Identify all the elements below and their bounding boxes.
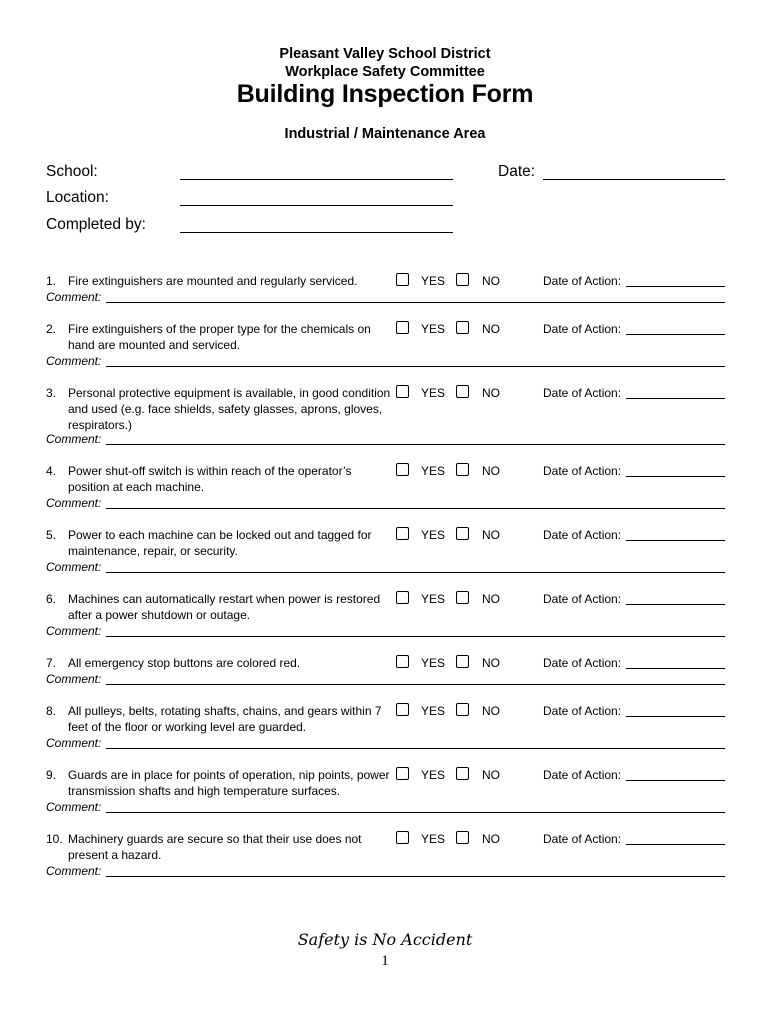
date-of-action-field[interactable] (626, 604, 725, 605)
date-of-action-field[interactable] (626, 398, 725, 399)
comment-field[interactable] (106, 684, 725, 685)
date-of-action-field[interactable] (626, 334, 725, 335)
item-text: All pulleys, belts, rotating shafts, chains, and gears within 7 feet of the floor or working level are guarded. (68, 704, 382, 734)
date-of-action-field[interactable] (626, 286, 725, 287)
comment-label: Comment: (46, 496, 102, 510)
item-number: 6. (46, 592, 57, 606)
item-number: 7. (46, 656, 57, 670)
item-number: 1. (46, 274, 57, 288)
date-of-action-field[interactable] (626, 540, 725, 541)
footer-motto: Safety is No Accident (297, 930, 473, 949)
page-number: 1 (381, 953, 389, 969)
yes-checkbox[interactable] (396, 273, 409, 286)
comment-field[interactable] (106, 876, 725, 877)
comment-label: Comment: (46, 624, 102, 638)
comment-field[interactable] (106, 444, 725, 445)
date-of-action-field[interactable] (626, 668, 725, 669)
comment-field[interactable] (106, 366, 725, 367)
date-label: Date: (498, 163, 536, 180)
item-text: All emergency stop buttons are colored red. (68, 656, 301, 670)
yes-checkbox[interactable] (396, 831, 409, 844)
comment-label: Comment: (46, 432, 102, 446)
date-of-action-field[interactable] (626, 780, 725, 781)
yes-label: YES (421, 386, 446, 400)
comment-label: Comment: (46, 354, 102, 368)
date-of-action-field[interactable] (626, 844, 725, 845)
location-label: Location: (46, 189, 109, 206)
school-label: School: (46, 163, 98, 180)
no-checkbox[interactable] (456, 463, 469, 476)
yes-label: YES (421, 322, 446, 336)
comment-field[interactable] (106, 572, 725, 573)
school-field[interactable] (180, 179, 453, 180)
comment-label: Comment: (46, 864, 102, 878)
comment-label: Comment: (46, 560, 102, 574)
yes-label: YES (421, 528, 446, 542)
date-of-action-label: Date of Action: (543, 704, 622, 718)
no-label: NO (482, 832, 500, 846)
comment-label: Comment: (46, 736, 102, 750)
yes-label: YES (421, 704, 446, 718)
item-text: Power shut-off switch is within reach of the operator’s position at each machine. (68, 464, 352, 494)
yes-checkbox[interactable] (396, 463, 409, 476)
item-number: 5. (46, 528, 57, 542)
no-checkbox[interactable] (456, 831, 469, 844)
yes-checkbox[interactable] (396, 767, 409, 780)
form-area: Industrial / Maintenance Area (284, 126, 486, 142)
no-label: NO (482, 592, 500, 606)
no-label: NO (482, 464, 500, 478)
date-of-action-field[interactable] (626, 716, 725, 717)
comment-label: Comment: (46, 672, 102, 686)
comment-field[interactable] (106, 748, 725, 749)
item-text: Power to each machine can be locked out and tagged for maintenance, repair, or security. (68, 528, 372, 558)
item-number: 4. (46, 464, 57, 478)
date-of-action-field[interactable] (626, 476, 725, 477)
date-of-action-label: Date of Action: (543, 386, 622, 400)
district-name: Pleasant Valley School District (279, 46, 491, 62)
no-checkbox[interactable] (456, 591, 469, 604)
form-title: Building Inspection Form (236, 80, 534, 108)
no-label: NO (482, 704, 500, 718)
item-number: 3. (46, 386, 57, 400)
comment-field[interactable] (106, 812, 725, 813)
no-label: NO (482, 322, 500, 336)
yes-checkbox[interactable] (396, 703, 409, 716)
no-label: NO (482, 768, 500, 782)
no-checkbox[interactable] (456, 527, 469, 540)
date-of-action-label: Date of Action: (543, 464, 622, 478)
yes-checkbox[interactable] (396, 527, 409, 540)
no-checkbox[interactable] (456, 703, 469, 716)
no-checkbox[interactable] (456, 385, 469, 398)
date-of-action-label: Date of Action: (543, 274, 622, 288)
yes-label: YES (421, 592, 446, 606)
committee-name: Workplace Safety Committee (285, 64, 485, 80)
item-number: 9. (46, 768, 57, 782)
item-text: Machinery guards are secure so that their use does not present a hazard. (68, 832, 362, 862)
yes-label: YES (421, 274, 446, 288)
item-number: 10. (46, 832, 63, 846)
yes-checkbox[interactable] (396, 591, 409, 604)
yes-checkbox[interactable] (396, 385, 409, 398)
comment-field[interactable] (106, 636, 725, 637)
comment-label: Comment: (46, 290, 102, 304)
comment-field[interactable] (106, 302, 725, 303)
yes-label: YES (421, 464, 446, 478)
item-text: Fire extinguishers are mounted and regularly serviced. (68, 274, 358, 288)
item-text: Guards are in place for points of operation, nip points, power transmission shafts and high temperature surfaces. (68, 768, 390, 798)
no-label: NO (482, 386, 500, 400)
no-label: NO (482, 656, 500, 670)
date-of-action-label: Date of Action: (543, 322, 622, 336)
yes-checkbox[interactable] (396, 321, 409, 334)
date-of-action-label: Date of Action: (543, 528, 622, 542)
item-number: 2. (46, 322, 57, 336)
completed-by-field[interactable] (180, 232, 453, 233)
completed-by-label: Completed by: (46, 216, 146, 233)
yes-label: YES (421, 656, 446, 670)
comment-field[interactable] (106, 508, 725, 509)
item-number: 8. (46, 704, 57, 718)
item-text: Personal protective equipment is available, in good condition and used (e.g. face shields, safety glasses, aprons, gloves, respirators.) (68, 386, 391, 432)
yes-label: YES (421, 768, 446, 782)
comment-label: Comment: (46, 800, 102, 814)
yes-checkbox[interactable] (396, 655, 409, 668)
item-text: Machines can automatically restart when power is restored after a power shutdown or outage. (68, 592, 381, 622)
date-of-action-label: Date of Action: (543, 592, 622, 606)
no-label: NO (482, 528, 500, 542)
no-checkbox[interactable] (456, 655, 469, 668)
item-text: Fire extinguishers of the proper type for the chemicals on hand are mounted and serviced. (68, 322, 371, 352)
no-checkbox[interactable] (456, 273, 469, 286)
no-checkbox[interactable] (456, 321, 469, 334)
yes-label: YES (421, 832, 446, 846)
location-field[interactable] (180, 205, 453, 206)
no-checkbox[interactable] (456, 767, 469, 780)
date-field[interactable] (543, 179, 725, 180)
date-of-action-label: Date of Action: (543, 832, 622, 846)
date-of-action-label: Date of Action: (543, 656, 622, 670)
date-of-action-label: Date of Action: (543, 768, 622, 782)
no-label: NO (482, 274, 500, 288)
